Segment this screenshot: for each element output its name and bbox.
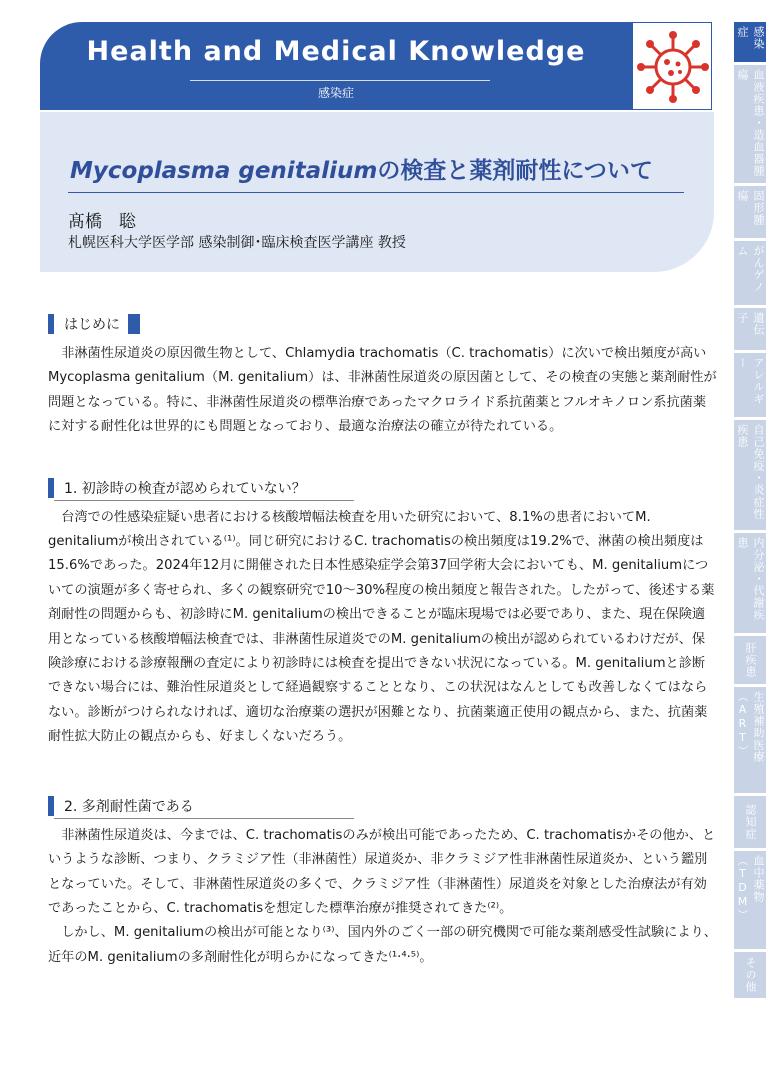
section-heading-text: 2. 多剤耐性菌である [64, 798, 194, 815]
tab-autoimmune[interactable]: 自己免疫・炎症性疾患 [734, 420, 766, 530]
virus-icon-box [632, 22, 712, 110]
tab-solid-tumor[interactable]: 固形腫瘍 [734, 186, 766, 238]
tab-allergy[interactable]: アレルギー [734, 353, 766, 417]
title-panel [40, 112, 714, 272]
heading-marker [48, 796, 54, 816]
series-title: Health and Medical Knowledge [86, 36, 586, 67]
section-2-paragraph-1: 非淋菌性尿道炎は、今までは、C. trachomatisのみが検出可能であったため、C. trachomatisかその他か、というような診断、つまり、クラミジア性（非淋菌性）尿道炎か、非クラミジア性非淋菌性尿道炎か、という鑑別となっていた。そして、非淋菌性尿道炎の多くで、クラミジア性（非淋菌性）尿道炎を対象とした治療法が有効であったことから、C. trachomatisを想定した標準治療が推奨されてきた⁽²⁾。 [48, 827, 716, 916]
tab-hematology[interactable]: 血液疾患・造血器腫瘍 [734, 65, 766, 183]
section-heading-text: 1. 初診時の検査が認められていない？ [64, 480, 306, 497]
series-banner [40, 22, 632, 110]
author-affiliation: 札幌医科大学医学部 感染制御･臨床検査医学講座 教授 [68, 235, 406, 251]
section-2-paragraph-2: しかし、M. genitaliumの検出が可能となり⁽³⁾、国内外のごく一部の研究機関で可能な薬剤感受性試験により、近年のM. genitaliumの多剤耐性化が明らかになってきた⁽¹·⁴·⁵⁾。 [48, 925, 717, 965]
article-body [48, 312, 718, 970]
heading-underline [54, 818, 354, 819]
category-tabs [734, 22, 766, 1001]
intro-paragraph: 非淋菌性尿道炎の原因微生物として、Chlamydia trachomatis（C. trachomatis）に次いで検出頻度が高いMycoplasma genitalium（M. genitalium）は、非淋菌性尿道炎の原因菌として、その検査の実態と薬剤耐性が問題となっている。特に、非淋菌性尿道炎の標準治療であったマクロライド系抗菌薬とフルオキノロン系抗菌薬に対する耐性化は世界的にも問題となっており、最適な治療法の確立が待たれている。 [48, 346, 717, 435]
section-heading-1 [48, 476, 718, 498]
section-heading-2 [48, 794, 718, 816]
author-name: 髙橋 聡 [68, 212, 136, 232]
title-divider [68, 192, 684, 193]
virus-icon [637, 31, 709, 103]
tab-dementia[interactable]: 認知症 [734, 796, 766, 848]
section-heading-text: はじめに [64, 317, 120, 333]
tab-cancer-genome[interactable]: がんゲノム [734, 241, 766, 305]
category-label: 感染症 [317, 86, 354, 100]
heading-marker [48, 478, 54, 498]
banner-divider [190, 80, 490, 81]
tab-liver[interactable]: 肝疾患 [734, 636, 766, 684]
heading-underline [54, 500, 354, 501]
tab-infection[interactable]: 感染症 [734, 22, 766, 62]
article-title-organism: Mycoplasma genitalium [70, 158, 378, 184]
tab-endocrine[interactable]: 内分泌・代謝疾患 [734, 533, 766, 633]
section-1-paragraph: 台湾での性感染症疑い患者における核酸増幅法検査を用いた研究において、8.1%の患者においてM. genitaliumが検出されている⁽¹⁾。同じ研究におけるC. trachomatisの検出頻度は19.2%で、淋菌の検出頻度は15.6%であった。2024年12月に開催された日本性感染症学会第37回学術大会においても、M. genitaliumについての演題が多く寄せられ、多くの観察研究で10～30%程度の検出頻度と報告された。したがって、後述する薬剤耐性の問題からも、初診時にM. genitaliumの検出できることが臨床現場では必要であり、また、現在保険適用となっている核酸増幅法検査では、非淋菌性尿道炎でのM. genitaliumの検出が認められているわけだが、保険診療における診療報酬の査定により初診時には検査を提出できない状況になっている。M. genitaliumと診断できない場合には、難治性尿道炎として経過観察することとなり、この状況はなんとしても改善しなくてはならない。診断がつけられなければ、適切な治療薬の選択が困難となり、抗菌薬適正使用の観点から、また、抗菌薬耐性拡大防止の観点からも、好ましくないだろう。 [48, 509, 715, 745]
article-title-rest: の検査と薬剤耐性について [377, 158, 653, 184]
tab-other[interactable]: その他 [734, 952, 766, 998]
tab-genetics[interactable]: 遺伝子 [734, 308, 766, 350]
heading-marker [48, 314, 54, 334]
tab-art[interactable]: 生殖補助医療（ART） [734, 687, 766, 793]
heading-marker-end [128, 314, 140, 334]
tab-tdm[interactable]: 血中薬物（TDM） [734, 851, 766, 949]
article-title [70, 152, 690, 185]
section-heading-intro [48, 312, 718, 334]
